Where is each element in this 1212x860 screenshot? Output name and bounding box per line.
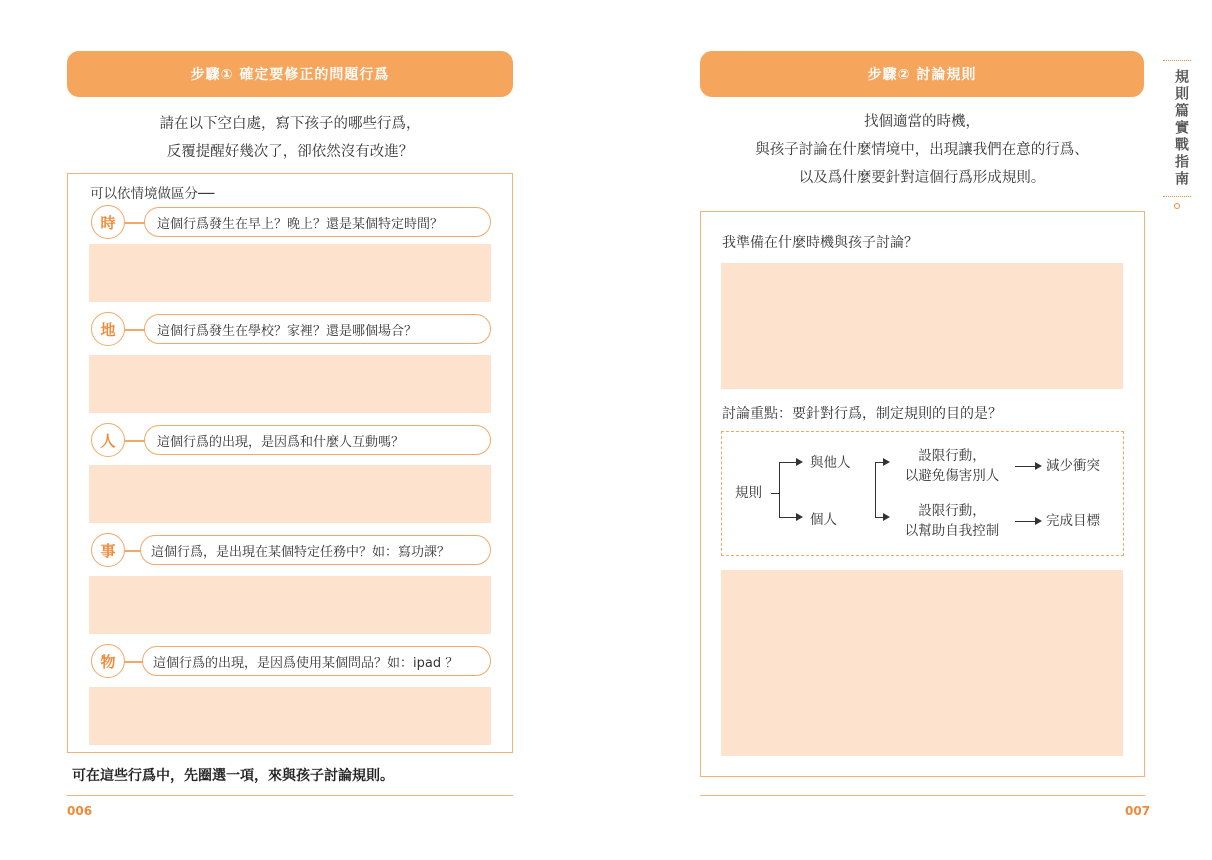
diagram-action-others-line2: 以避免傷害別人 (904, 468, 1000, 484)
diagram-result-self: 完成目標 (1046, 513, 1100, 529)
diagram-arrow (1035, 517, 1042, 525)
diagram-action-self-line2: 以幫助自我控制 (904, 523, 1000, 539)
prompt-question-object: 這個行爲的出現，是因爲使用某個問品？如：ipad ？ (142, 646, 491, 676)
prompt-tag-task: 事 (91, 533, 125, 567)
answer-area-place[interactable] (89, 355, 491, 413)
answer-area-task[interactable] (89, 576, 491, 634)
diagram-line (875, 517, 883, 518)
right-page-number: 007 (1125, 804, 1151, 818)
diagram-line (875, 462, 876, 518)
prompt-question-place: 這個行爲發生在學校？家裡？還是哪個場合？ (144, 314, 491, 344)
answer-area-object[interactable] (89, 687, 491, 745)
right-step-header: 步驟② 討論規則 (700, 51, 1144, 97)
question-timing: 我準備在什麼時機與孩子討論？ (722, 235, 918, 251)
prompt-tag-person: 人 (91, 423, 125, 457)
prompt-question-time: 這個行爲發生在早上？晚上？還是某個特定時間？ (144, 207, 491, 237)
diagram-line (779, 462, 780, 518)
diagram-arrow (796, 513, 803, 521)
left-page-number: 006 (67, 804, 93, 818)
diagram-action-self (896, 501, 1008, 541)
diagram-root-rule: 規則 (735, 485, 762, 501)
diagram-line (875, 462, 883, 463)
prompt-question-task: 這個行爲，是出現在某個特定任務中？如：寫功課？ (140, 535, 491, 565)
side-chapter-tab (1163, 60, 1191, 209)
diagram-action-others-line1: 設限行動， (918, 448, 986, 464)
answer-area-person[interactable] (89, 465, 491, 523)
diagram-line (1015, 466, 1035, 467)
diagram-arrow (796, 458, 803, 466)
diagram-arrow (883, 458, 890, 466)
diagram-action-others (896, 446, 1008, 486)
diagram-result-others: 減少衝突 (1046, 458, 1100, 474)
right-intro (700, 108, 1144, 192)
answer-area-timing[interactable] (721, 263, 1123, 389)
left-intro-line2: 反覆提醒好幾次了，卻依然沒有改進？ (166, 144, 414, 160)
diagram-line (1015, 521, 1035, 522)
prompt-tag-place: 地 (91, 312, 125, 346)
prompt-question-person: 這個行爲的出現，是因爲和什麼人互動嗎？ (144, 425, 491, 455)
right-intro-line1: 找個適當的時機， (864, 114, 980, 130)
prompt-tag-time: 時 (91, 205, 125, 239)
diagram-line (779, 462, 796, 463)
right-intro-line2: 與孩子討論在什麼情境中，出現讓我們在意的行爲、 (755, 142, 1089, 158)
side-tab-dots-bottom (1163, 196, 1191, 197)
diagram-branch-others: 與他人 (810, 455, 851, 471)
left-intro-line1: 請在以下空白處，寫下孩子的哪些行爲， (159, 116, 421, 132)
answer-area-purpose[interactable] (721, 570, 1123, 756)
diagram-line (779, 517, 796, 518)
right-intro-line3: 以及爲什麼要針對這個行爲形成規則。 (798, 170, 1046, 186)
diagram-arrow (1035, 462, 1042, 470)
answer-area-time[interactable] (89, 244, 491, 302)
diagram-action-self-line1: 設限行動， (918, 503, 986, 519)
left-step-header: 步驟① 確定要修正的問題行爲 (67, 51, 513, 97)
prompt-connector (124, 222, 146, 224)
left-footer-note: 可在這些行爲中，先圈選一項，來與孩子討論規則。 (72, 768, 394, 784)
side-tab-circle-icon (1174, 203, 1180, 209)
box-caption: 可以依情境做區分── (90, 186, 215, 202)
left-bottom-rule (67, 795, 513, 796)
prompt-connector (124, 440, 146, 442)
right-bottom-rule (700, 795, 1145, 796)
side-tab-title: 規則篇實戰指南 (1173, 69, 1189, 188)
question-purpose: 討論重點：要針對行爲，制定規則的目的是？ (722, 406, 1002, 422)
left-intro (67, 110, 513, 166)
diagram-line (771, 493, 779, 494)
prompt-tag-object: 物 (91, 644, 125, 678)
diagram-arrow (883, 513, 890, 521)
prompt-connector (124, 329, 146, 331)
diagram-branch-self: 個人 (810, 512, 837, 528)
side-tab-dots-top (1163, 60, 1191, 61)
